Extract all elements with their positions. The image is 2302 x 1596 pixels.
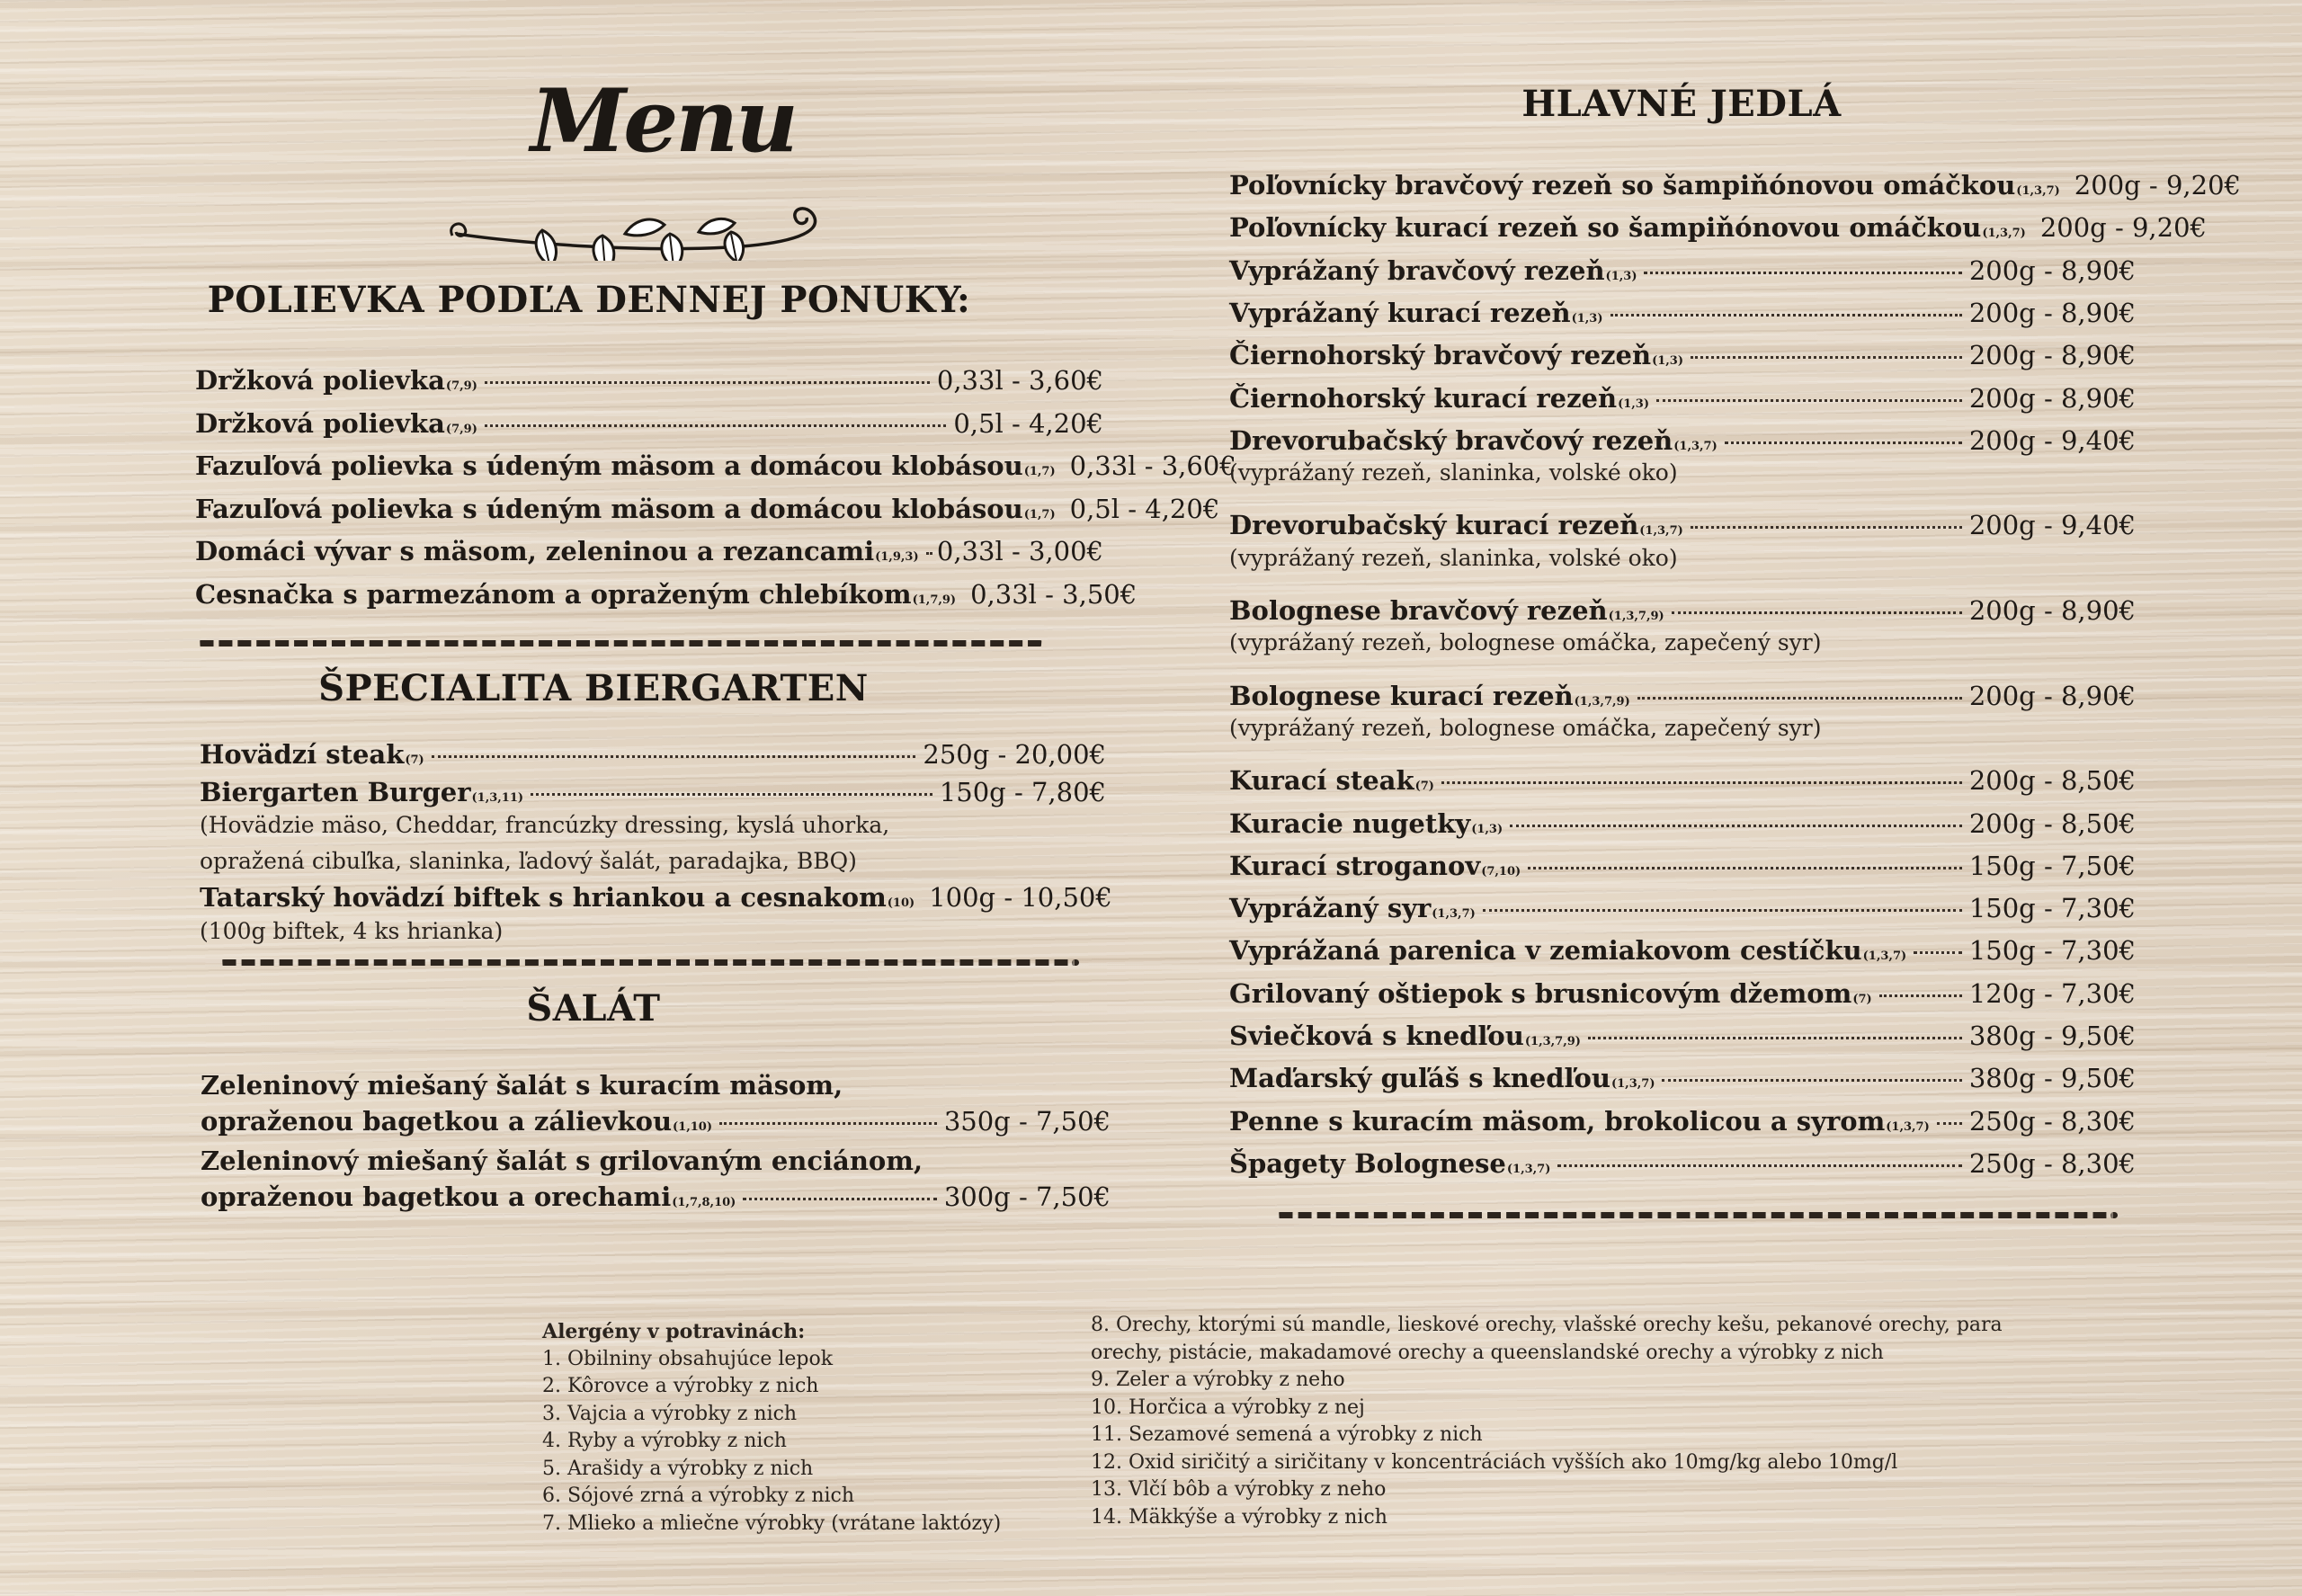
menu-item: opraženou bagetkou a zálievkou (1,10) 350g - 7,50€	[201, 1101, 1111, 1142]
item-price: 0,33l - 3,00€	[936, 536, 1103, 566]
dot-leader	[1914, 951, 1962, 954]
allergen-entry: 9. Zeler a výrobky z neho	[1091, 1369, 1345, 1391]
item-price: 300g - 7,50€	[943, 1181, 1111, 1212]
item-price: 200g - 8,90€	[1968, 297, 2136, 328]
item-price: 350g - 7,50€	[943, 1106, 1111, 1137]
dot-leader	[1528, 867, 1962, 869]
item-price: 150g - 7,30€	[1968, 935, 2136, 967]
item-name: Biergarten Burger	[200, 777, 471, 807]
menu-item: Špagety Bolognese (1,3,7) 250g - 8,30€	[1229, 1143, 2136, 1184]
dot-leader	[1725, 441, 1962, 444]
item-price: 380g - 9,50€	[1968, 1021, 2136, 1051]
dot-leader	[1557, 1164, 1961, 1167]
item-price: 200g - 9,40€	[1968, 424, 2136, 456]
menu-item: Domáci vývar s mäsom, zeleninou a rezancami (1,9,3) 0,33l - 3,00€	[195, 531, 1103, 572]
menu-item: Vyprážaný kurací rezeň (1,3) 200g - 8,90€	[1229, 292, 2136, 334]
item-name: Čiernohorský bravčový rezeň	[1229, 340, 1652, 371]
item-price: 200g - 8,90€	[1968, 382, 2136, 414]
menu-item: Držková polievka (7,9) 0,5l - 4,20€	[195, 403, 1103, 444]
menu-item: Poľovnícky kurací rezeň so šampiňónovou omáčkou (1,3,7) 200g - 9,20€	[1229, 207, 2136, 248]
item-name: Kurací stroganov	[1229, 850, 1481, 881]
salad-line-1	[201, 1142, 923, 1180]
item-price: 250g - 20,00€	[923, 739, 1106, 770]
dot-leader	[1662, 1079, 1961, 1082]
item-name: Domáci vývar s mäsom, zeleninou a rezancami	[195, 536, 875, 566]
menu-item: Tatarský hovädzí biftek s hriankou a cesnakom (10) 100g - 10,50€	[200, 877, 1106, 918]
dot-leader	[1937, 1122, 1962, 1125]
item-name: Drevorubačský bravčový rezeň	[1229, 424, 1673, 456]
item-name: Penne s kuracím mäsom, brokolicou a syrom	[1229, 1105, 1886, 1137]
item-name: Poľovnícky bravčový rezeň so šampiňónovou omáčkou	[1229, 170, 2016, 201]
allergen-entry: 7. Mlieko a mliečne výrobky (vrátane laktózy)	[542, 1511, 1002, 1535]
menu-item: Hovädzí steak (7) 250g - 20,00€	[200, 734, 1106, 775]
item-price: 100g - 10,50€	[929, 882, 1112, 913]
item-name: Držková polievka	[195, 365, 445, 396]
menu-item: Kurací stroganov (7,10) 150g - 7,50€	[1229, 845, 2136, 887]
menu-item: Cesnačka s parmezánom a opraženým chlebíkom (1,7,9) 0,33l - 3,50€	[195, 574, 1103, 615]
menu-item: Bolognese bravčový rezeň (1,3,7,9) 200g - 8,90€	[1229, 590, 2136, 631]
item-name: Zeleninový miešaný šalát s grilovaným enciánom,	[201, 1146, 923, 1176]
item-description: (100g biftek, 4 ks hrianka)	[200, 918, 504, 944]
menu-item: Drevorubačský kurací rezeň (1,3,7) 200g - 9,40€	[1229, 504, 2136, 546]
menu-item: opraženou bagetkou a orechami (1,7,8,10) 300g - 7,50€	[201, 1176, 1111, 1217]
menu-item: Kuracie nugetky (1,3) 200g - 8,50€	[1229, 803, 2136, 844]
menu-item: Maďarský guľáš s knedľou (1,3,7) 380g - 9,50€	[1229, 1057, 2136, 1099]
dot-leader	[1588, 1037, 1962, 1039]
item-price: 150g - 7,80€	[939, 777, 1106, 807]
menu-item: Poľovnícky bravčový rezeň so šampiňónovou omáčkou (1,3,7) 200g - 9,20€	[1229, 165, 2136, 206]
menu-item: Drevorubačský bravčový rezeň (1,3,7) 200g - 9,40€	[1229, 420, 2136, 461]
menu-item: Držková polievka (7,9) 0,33l - 3,60€	[195, 360, 1103, 401]
item-name: Vyprážaná parenica v zemiakovom cestíčku	[1229, 935, 1862, 967]
allergen-list-right	[1091, 1312, 2003, 1531]
dot-leader	[1879, 994, 1962, 997]
item-description: (vyprážaný rezeň, slaninka, volské oko)	[1229, 459, 1678, 486]
item-name: Fazuľová polievka s údeným mäsom a domácou klobásou	[195, 450, 1023, 481]
dot-leader	[1510, 825, 1962, 827]
menu-item: Fazuľová polievka s údeným mäsom a domácou klobásou (1,7) 0,33l - 3,60€	[195, 445, 1103, 486]
item-description: (vyprážaný rezeň, bolognese omáčka, zapečený syr)	[1229, 629, 1822, 656]
allergen-entry: 14. Mäkkýše a výrobky z nich	[1091, 1505, 1387, 1529]
item-name: Tatarský hovädzí biftek s hriankou a cesnakom	[200, 882, 887, 913]
item-price: 0,33l - 3,60€	[1069, 450, 1236, 481]
item-price: 0,5l - 4,20€	[1069, 493, 1220, 524]
item-name: opraženou bagetkou a zálievkou	[201, 1106, 673, 1137]
item-price: 0,5l - 4,20€	[953, 407, 1103, 439]
item-name: Grilovaný oštiepok s brusnicovým džemom	[1229, 977, 1852, 1009]
item-price: 250g - 8,30€	[1968, 1147, 2136, 1179]
item-name: Bolognese kurací rezeň	[1229, 680, 1574, 711]
menu-item: Bolognese kurací rezeň (1,3,7,9) 200g - 8,90€	[1229, 675, 2136, 717]
allergen-entry: 13. Vlčí bôb a výrobky z neho	[1091, 1478, 1387, 1501]
item-price: 0,33l - 3,50€	[970, 578, 1138, 610]
allergen-heading: Alergény v potravinách:	[542, 1320, 806, 1343]
item-name: Hovädzí steak	[200, 739, 405, 770]
item-name: Cesnačka s parmezánom a opraženým chlebíkom	[195, 578, 912, 610]
item-name: Držková polievka	[195, 407, 445, 439]
dot-leader	[1441, 781, 1962, 784]
item-name: Vyprážaný bravčový rezeň	[1229, 254, 1605, 286]
menu-item: Grilovaný oštiepok s brusnicovým džemom (7) 120g - 7,30€	[1229, 973, 2136, 1014]
item-price: 200g - 8,50€	[1968, 807, 2136, 839]
salads-title: ŠALÁT	[526, 987, 661, 1030]
dot-leader	[1672, 611, 1962, 614]
allergen-entry: 3. Vajcia a výrobky z nich	[542, 1402, 798, 1425]
item-price: 200g - 8,90€	[1968, 595, 2136, 626]
allergen-entry: 1. Obilniny obsahujúce lepok	[542, 1347, 834, 1370]
item-description: (Hovädzie mäso, Cheddar, francúzky dressing, kyslá uhorka,	[200, 812, 890, 838]
item-price: 200g - 8,90€	[1968, 254, 2136, 286]
soups-title: POLIEVKA PODĽA DENNEJ PONUKY:	[207, 279, 971, 321]
specials-title: ŠPECIALITA BIERGARTEN	[318, 667, 869, 709]
item-description: (vyprážaný rezeň, slaninka, volské oko)	[1229, 544, 1678, 571]
item-price: 200g - 9,20€	[2074, 170, 2241, 201]
menu-item: Vyprážaná parenica v zemiakovom cestíčku (1,3,7) 150g - 7,30€	[1229, 930, 2136, 971]
logo-word: Menu	[531, 70, 796, 172]
item-name: Drevorubačský kurací rezeň	[1229, 510, 1639, 541]
dot-leader	[531, 793, 932, 796]
item-price: 150g - 7,30€	[1968, 893, 2136, 924]
menu-item: Sviečková s knedľou (1,3,7,9) 380g - 9,50€	[1229, 1015, 2136, 1057]
menu-item: Penne s kuracím mäsom, brokolicou a syrom (1,3,7) 250g - 8,30€	[1229, 1101, 2136, 1142]
item-price: 380g - 9,50€	[1968, 1063, 2136, 1094]
item-name: Sviečková s knedľou	[1229, 1021, 1524, 1051]
item-name: Fazuľová polievka s údeným mäsom a domácou klobásou	[195, 493, 1023, 524]
dot-leader	[485, 381, 930, 384]
menu-item: Čiernohorský bravčový rezeň (1,3) 200g - 8,90€	[1229, 334, 2136, 376]
menu-item: Vyprážaný bravčový rezeň (1,3) 200g - 8,90€	[1229, 250, 2136, 291]
salad-line-1	[201, 1066, 843, 1104]
item-price: 200g - 8,90€	[1968, 680, 2136, 711]
dot-leader	[485, 424, 947, 427]
item-name: opraženou bagetkou a orechami	[201, 1181, 672, 1212]
mains-title: HLAVNÉ JEDLÁ	[1521, 83, 1842, 125]
dot-leader	[1691, 356, 1962, 359]
item-name: Kurací steak	[1229, 765, 1414, 797]
allergen-entry: 8. Orechy, ktorými sú mandle, lieskové orechy, vlašské orechy kešu, pekanové orechy, para	[1091, 1314, 2003, 1336]
allergen-entry: 2. Kôrovce a výrobky z nich	[542, 1375, 819, 1397]
item-name: Vyprážaný kurací rezeň	[1229, 297, 1571, 328]
item-description: (vyprážaný rezeň, bolognese omáčka, zapečený syr)	[1229, 714, 1822, 741]
item-price: 200g - 8,50€	[1968, 765, 2136, 797]
menu-item: Biergarten Burger (1,3,11) 150g - 7,80€	[200, 771, 1106, 813]
menu-item: Kurací steak (7) 200g - 8,50€	[1229, 760, 2136, 801]
item-price: 250g - 8,30€	[1968, 1105, 2136, 1137]
item-name: Zeleninový miešaný šalát s kuracím mäsom,	[201, 1070, 843, 1101]
logo-branch-ornament	[445, 153, 832, 261]
item-name: Čiernohorský kurací rezeň	[1229, 382, 1618, 414]
dot-leader	[1637, 697, 1962, 700]
item-price: 200g - 9,40€	[1968, 510, 2136, 541]
allergen-entry: 6. Sójové zrná a výrobky z nich	[542, 1485, 855, 1507]
item-price: 150g - 7,50€	[1968, 850, 2136, 881]
item-name: Špagety Bolognese	[1229, 1147, 1506, 1179]
item-name: Kuracie nugetky	[1229, 807, 1471, 839]
dot-leader	[743, 1198, 936, 1200]
item-name: Poľovnícky kurací rezeň so šampiňónovou omáčkou	[1229, 212, 1982, 244]
menu-item: Fazuľová polievka s údeným mäsom a domácou klobásou (1,7) 0,5l - 4,20€	[195, 488, 1103, 530]
item-name: Vyprážaný syr	[1229, 893, 1432, 924]
dot-leader	[1691, 526, 1962, 529]
allergen-entry: 12. Oxid siričitý a siričitany v koncentráciách vyšších ako 10mg/kg alebo 10mg/l	[1091, 1450, 1898, 1474]
dot-leader	[926, 552, 930, 555]
section-divider	[220, 959, 1079, 966]
item-name: Maďarský guľáš s knedľou	[1229, 1063, 1611, 1094]
dot-leader	[719, 1122, 937, 1125]
dot-leader	[1483, 909, 1962, 912]
item-price: 0,33l - 3,60€	[936, 365, 1103, 396]
dot-leader	[1656, 399, 1962, 402]
menu-item: Vyprážaný syr (1,3,7) 150g - 7,30€	[1229, 887, 2136, 929]
allergen-entry: 4. Ryby a výrobky z nich	[542, 1430, 787, 1452]
item-price: 200g - 9,20€	[2039, 212, 2208, 244]
item-description: opražená cibuľka, slaninka, ľadový šalát, paradajka, BBQ)	[200, 848, 857, 874]
menu-logo	[445, 72, 832, 261]
section-divider	[1277, 1212, 2118, 1218]
item-price: 120g - 7,30€	[1968, 977, 2136, 1009]
dot-leader	[432, 755, 916, 758]
section-divider	[198, 640, 1043, 646]
item-name: Bolognese bravčový rezeň	[1229, 595, 1608, 626]
allergen-entry: 11. Sezamové semená a výrobky z nich	[1091, 1423, 1483, 1446]
item-price: 200g - 8,90€	[1968, 340, 2136, 371]
dot-leader	[1644, 272, 1961, 274]
menu-item: Čiernohorský kurací rezeň (1,3) 200g - 8,90€	[1229, 378, 2136, 419]
allergen-entry: 5. Arašidy a výrobky z nich	[542, 1457, 814, 1480]
allergen-entry: 10. Horčica a výrobky z nej	[1091, 1395, 1365, 1419]
dot-leader	[1611, 314, 1962, 317]
allergen-list-left	[542, 1318, 1001, 1538]
allergen-entry: orechy, pistácie, makadamové orechy a queenslandské orechy a výrobky z nich	[1091, 1341, 1884, 1364]
